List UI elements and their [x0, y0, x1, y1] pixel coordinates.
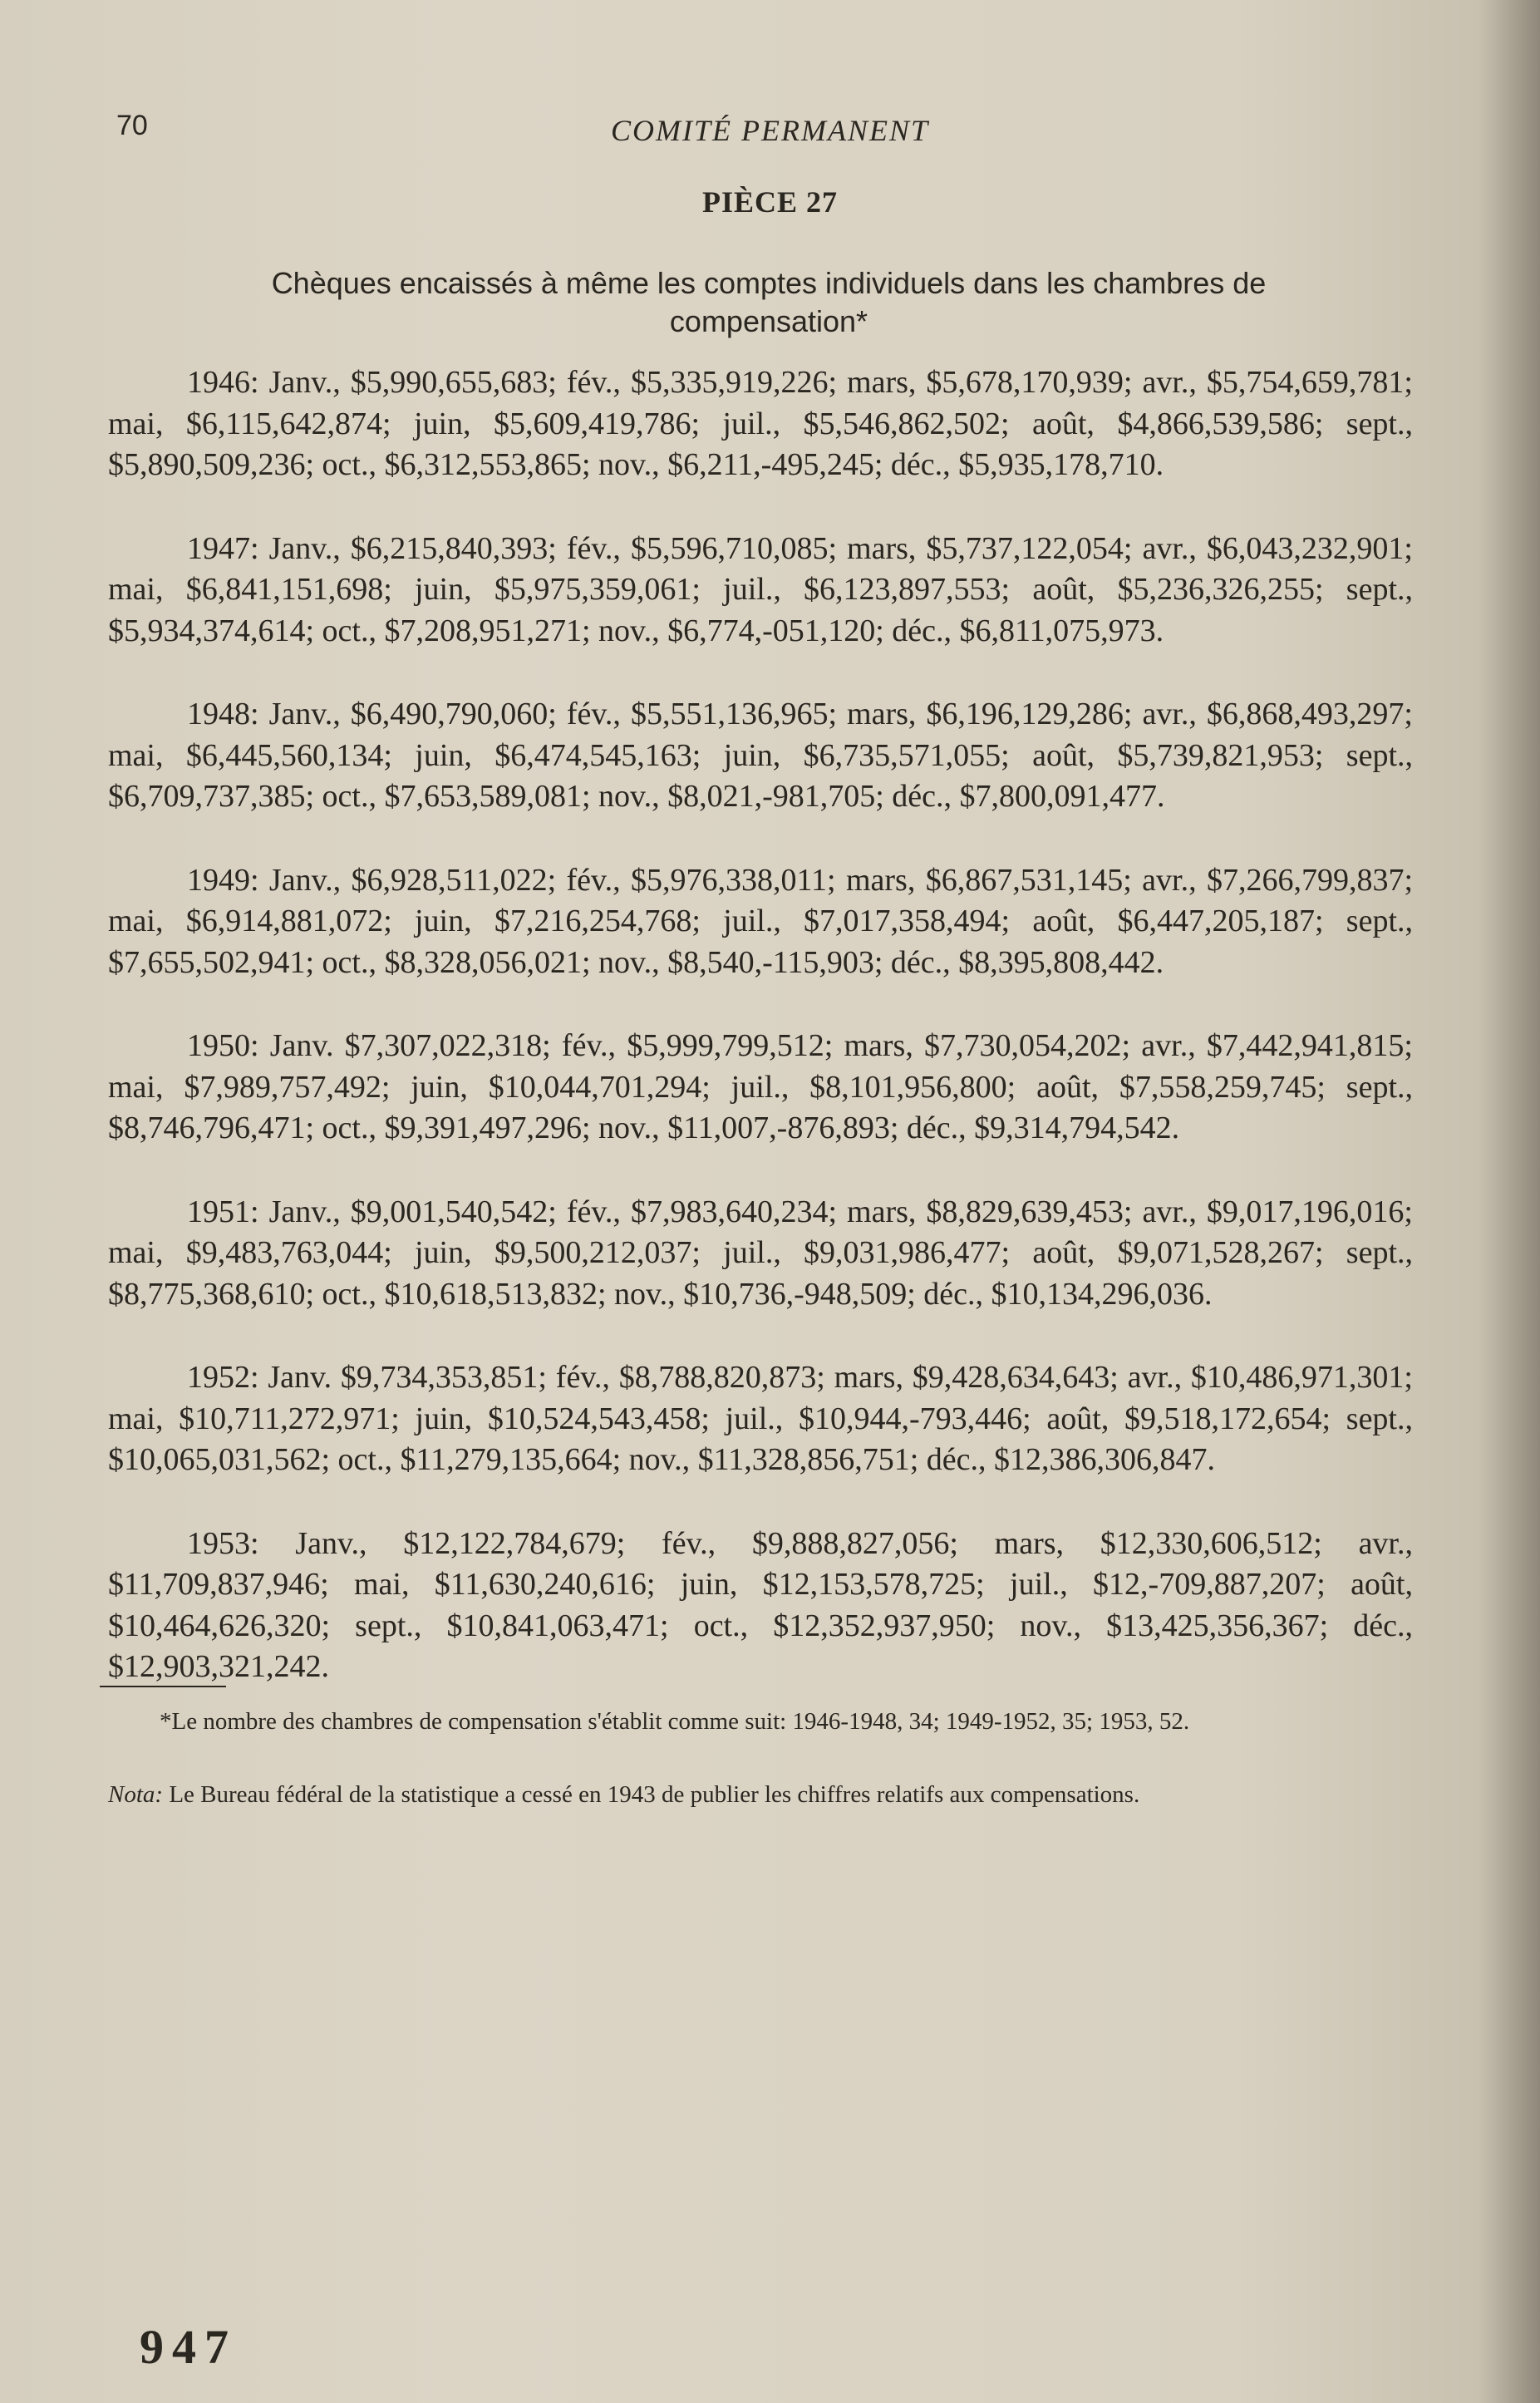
footnote-divider: [100, 1686, 226, 1687]
year-paragraph-1952: 1952: Janv. $9,734,353,851; fév., $8,788,820,873; mars, $9,428,634,643; avr., $10,486,971,301; mai, $10,711,272,971; juin, $10,524,543,458; juil., $10,944,-793,446; août, $9,518,172,654; sept., $10,065,031,562; oct., $11,279,135,664; nov., $11,328,856,751; déc., $12,386,306,847.: [108, 1360, 1413, 1477]
nota-text: Le Bureau fédéral de la statistique a cessé en 1943 de publier les chiffres relatifs aux compensations.: [169, 1781, 1140, 1808]
year-paragraph-1953: 1953: Janv., $12,122,784,679; fév., $9,888,827,056; mars, $12,330,606,512; avr., $11,709,837,946; mai, $11,630,240,616; juin, $12,153,578,725; juil., $12,-709,887,207; août, $10,464,626,320; sept., $10,841,063,471; oct., $12,352,937,950; nov., $13,425,356,367; déc., $12,903,321,242.: [108, 1525, 1413, 1684]
piece-title: PIÈCE 27: [701, 185, 839, 219]
running-head: COMITÉ PERMANENT: [611, 114, 929, 147]
signature-mark: 947: [140, 2320, 237, 2374]
nota-label: Nota:: [108, 1781, 164, 1808]
year-paragraph-1949: 1949: Janv., $6,928,511,022; fév., $5,976,338,011; mars, $6,867,531,145; avr., $7,266,799,837; mai, $6,914,881,072; juin, $7,216,254,768; juil., $7,017,358,494; août, $6,447,205,187; sept., $7,655,502,941; oct., $8,328,056,021; nov., $8,540,-115,903; déc., $8,395,808,442.: [108, 862, 1413, 980]
document-subtitle: Chèques encaissés à même les comptes individuels dans les chambres de compensation*: [271, 266, 1267, 338]
year-paragraph-1947: 1947: Janv., $6,215,840,393; fév., $5,596,710,085; mars, $5,737,122,054; avr., $6,043,232,901; mai, $6,841,151,698; juin, $5,975,359,061; juil., $6,123,897,553; août, $5,236,326,255; sept., $5,934,374,614; oct., $7,208,951,271; nov., $6,774,-051,120; déc., $6,811,075,973.: [108, 530, 1413, 648]
footnote-nota: [108, 1779, 1487, 1810]
page-number: 70: [116, 110, 148, 141]
year-paragraph-1948: 1948: Janv., $6,490,790,060; fév., $5,551,136,965; mars, $6,196,129,286; avr., $6,868,493,297; mai, $6,445,560,134; juin, $6,474,545,163; juin, $6,735,571,055; août, $5,739,821,953; sept., $6,709,737,385; oct., $7,653,589,081; nov., $8,021,-981,705; déc., $7,800,091,477.: [108, 697, 1413, 814]
year-paragraph-1951: 1951: Janv., $9,001,540,542; fév., $7,983,640,234; mars, $8,829,639,453; avr., $9,017,196,016; mai, $9,483,763,044; juin, $9,500,212,037; juil., $9,031,986,477; août, $9,071,528,267; sept., $8,775,368,610; oct., $10,618,513,832; nov., $10,736,-948,509; déc., $10,134,296,036.: [108, 1194, 1413, 1312]
year-paragraph-1950: 1950: Janv. $7,307,022,318; fév., $5,999,799,512; mars, $7,730,054,202; avr., $7,442,941,815; mai, $7,989,757,492; juin, $10,044,701,294; juil., $8,101,956,800; août, $7,558,259,745; sept., $8,746,796,471; oct., $9,391,497,296; nov., $11,007,-876,893; déc., $9,314,794,542.: [108, 1028, 1413, 1145]
body-text: [108, 362, 1413, 1731]
year-paragraph-1946: 1946: Janv., $5,990,655,683; fév., $5,335,919,226; mars, $5,678,170,939; avr., $5,754,659,781; mai, $6,115,642,874; juin, $5,609,419,786; juil., $5,546,862,502; août, $4,866,539,586; sept., $5,890,509,236; oct., $6,312,553,865; nov., $6,211,-495,245; déc., $5,935,178,710.: [108, 365, 1413, 482]
footnote-asterisk: *Le nombre des chambres de compensation s'établit comme suit: 1946-1948, 34; 1949-1952, 35; 1953, 52.: [160, 1708, 1190, 1735]
